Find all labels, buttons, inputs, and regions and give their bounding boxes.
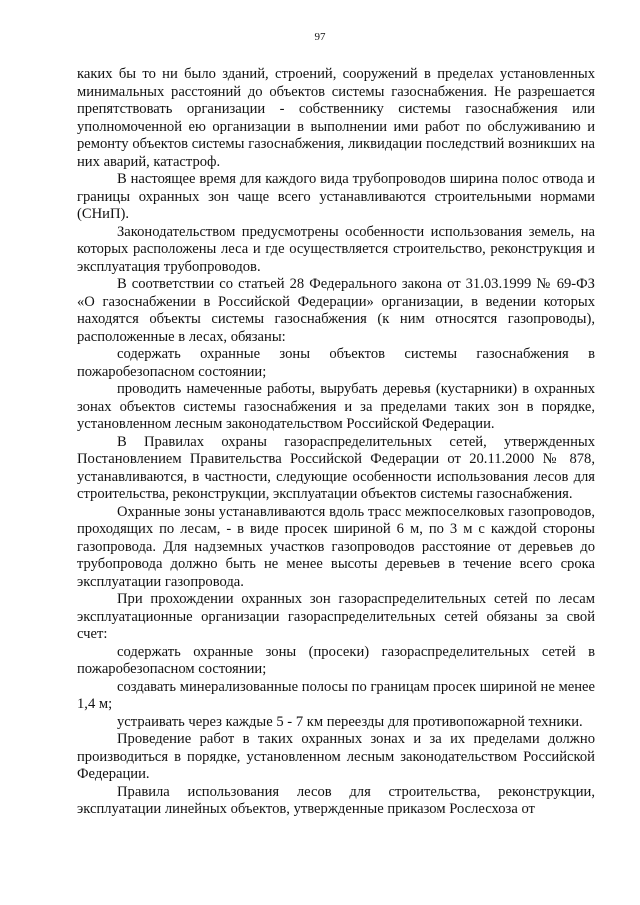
paragraph: каких бы то ни было зданий, строений, сооружений в пределах установленных минимальных расстояний до объектов системы газоснабжения. Не разрешается препятствовать организации - собственнику системы газоснабжения или уполномоченной ею организации в выполнении ими работ по обслуживанию и ремонту объектов системы газоснабжения, ликвидации последствий возникших на них аварий, катастроф. bbox=[77, 66, 595, 170]
paragraph: Правила использования лесов для строительства, реконструкции, эксплуатации линейных объектов, утвержденные приказом Рослесхоза от bbox=[77, 783, 595, 817]
list-item: проводить намеченные работы, вырубать деревья (кустарники) в охранных зонах объектов системы газоснабжения и за пределами таких зон в порядке, установленном лесным законодательством Российской Федерации. bbox=[77, 381, 595, 432]
list-item: создавать минерализованные полосы по границам просек шириной не менее 1,4 м; bbox=[77, 678, 595, 712]
page-number: 97 bbox=[314, 31, 326, 43]
paragraph: Охранные зоны устанавливаются вдоль трасс межпоселковых газопроводов, проходящих по лесам, - в виде просек шириной 6 м, по 3 м с каждой стороны газопровода. Для надземных участков газопроводов расстояние от деревьев до трубопровода должно быть не менее высоты деревьев в течение всего срока эксплуатации газопровода. bbox=[77, 503, 595, 590]
list-item: устраивать через каждые 5 - 7 км переезды для противопожарной техники. bbox=[117, 713, 583, 730]
list-item: содержать охранные зоны (просеки) газораспределительных сетей в пожаробезопасном состоянии; bbox=[77, 643, 595, 677]
paragraph: В настоящее время для каждого вида трубопроводов ширина полос отвода и границы охранных зон чаще всего устанавливаются строительными нормами (СНиП). bbox=[77, 171, 595, 222]
paragraph: При прохождении охранных зон газораспределительных сетей по лесам эксплуатационные организации газораспределительных сетей обязаны за свой счет: bbox=[77, 591, 595, 642]
paragraph: В Правилах охраны газораспределительных сетей, утвержденных Постановлением Правительства Российской Федерации от 20.11.2000 № 878, устанавливаются, в частности, следующие особенности использования лесов для строительства, реконструкции, эксплуатации объектов системы газоснабжения. bbox=[77, 433, 595, 502]
body-text bbox=[77, 66, 595, 819]
list-item: содержать охранные зоны объектов системы газоснабжения в пожаробезопасном состоянии; bbox=[77, 346, 595, 380]
paragraph: Законодательством предусмотрены особенности использования земель, на которых расположены леса и где осуществляется строительство, реконструкция и эксплуатация трубопроводов. bbox=[77, 223, 595, 275]
paragraph: В соответствии со статьей 28 Федерального закона от 31.03.1999 № 69-ФЗ «О газоснабжении в Российской Федерации» организации, в ведении которых находятся объекты системы газоснабжения (к ним относятся газопроводы), расположенные в лесах, обязаны: bbox=[77, 276, 595, 345]
paragraph: Проведение работ в таких охранных зонах и за их пределами должно производиться в порядке, установленном лесным законодательством Российской Федерации. bbox=[77, 731, 595, 782]
